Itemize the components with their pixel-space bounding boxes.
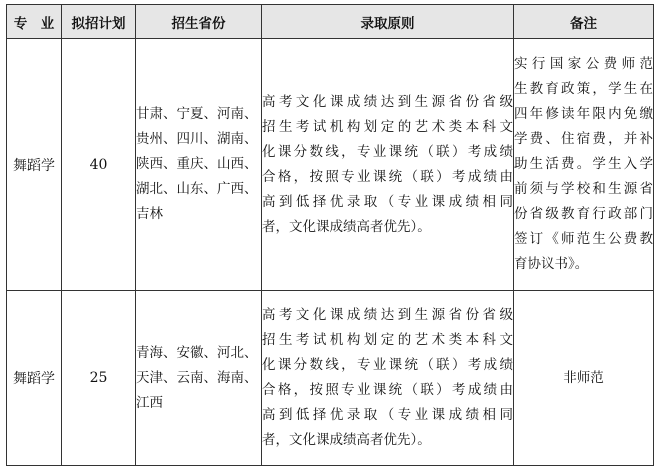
provinces-cell xyxy=(136,291,262,466)
note-line: 学费、住宿费，并补 xyxy=(514,131,653,147)
note-line: 份省级教育行政部门 xyxy=(514,206,653,222)
provinces-line: 贵州、四川、湖南、 xyxy=(136,131,258,147)
table-row xyxy=(7,291,654,466)
note-line: 前须与学校和生源省 xyxy=(514,181,653,197)
admission-table xyxy=(6,4,654,466)
note-line: 四年修读年限内免缴 xyxy=(514,106,653,122)
note-cell xyxy=(514,39,654,291)
rule-line: 高考文化课成绩达到生源省份省级 xyxy=(262,93,513,110)
rule-cell xyxy=(262,291,514,466)
provinces-line: 陕西、重庆、山西、 xyxy=(136,156,258,172)
rule-line: 高到低择优录取（专业课成绩相同 xyxy=(262,193,513,210)
provinces-line: 湖北、山东、广西、 xyxy=(136,181,258,197)
rule-line: 招生考试机构划定的艺术类本科文 xyxy=(262,118,513,135)
rule-line: 者，文化课成绩高者优先）。 xyxy=(262,432,431,448)
rule-line: 高到低择优录取（专业课成绩相同 xyxy=(262,407,513,423)
header-quota: 拟招计划 xyxy=(62,5,136,39)
provinces-line: 江西 xyxy=(136,394,163,411)
provinces-line: 青海、安徽、河北、 xyxy=(136,344,258,361)
rule-cell xyxy=(262,39,514,291)
note-cell: 非师范 xyxy=(514,291,654,466)
major-cell: 舞蹈学 xyxy=(7,291,62,466)
provinces-cell xyxy=(136,39,262,291)
header-provinces: 招生省份 xyxy=(136,5,262,39)
note-line: 育协议书》。 xyxy=(514,256,589,272)
note-line: 签订《师范生公费教 xyxy=(514,231,653,247)
rule-line: 高考文化课成绩达到生源省份省级 xyxy=(262,307,513,323)
header-row xyxy=(7,5,654,39)
header-note: 备注 xyxy=(514,5,654,39)
rule-line: 招生考试机构划定的艺术类本科文 xyxy=(262,332,513,348)
header-rule: 录取原则 xyxy=(262,5,514,39)
provinces-line: 天津、云南、海南、 xyxy=(136,369,258,386)
note-line: 实行国家公费师范 xyxy=(514,56,653,72)
quota-cell: 40 xyxy=(62,39,136,291)
rule-line: 化课分数线，专业课统（联）考成绩 xyxy=(262,357,513,373)
note-line: 助生活费。学生入学 xyxy=(514,156,653,172)
quota-cell: 25 xyxy=(62,291,136,466)
rule-line: 合格，按照专业课统（联）考成绩由 xyxy=(262,168,513,185)
provinces-line: 吉林 xyxy=(136,206,163,222)
note-line: 生教育政策，学生在 xyxy=(514,81,653,97)
header-major: 专 业 xyxy=(7,5,62,39)
table-row xyxy=(7,39,654,291)
rule-line: 者，文化课成绩高者优先）。 xyxy=(262,218,431,235)
rule-line: 合格，按照专业课统（联）考成绩由 xyxy=(262,382,513,398)
rule-line: 化课分数线，专业课统（联）考成绩 xyxy=(262,143,513,160)
provinces-line: 甘肃、宁夏、河南、 xyxy=(136,106,258,122)
major-cell: 舞蹈学 xyxy=(7,39,62,291)
